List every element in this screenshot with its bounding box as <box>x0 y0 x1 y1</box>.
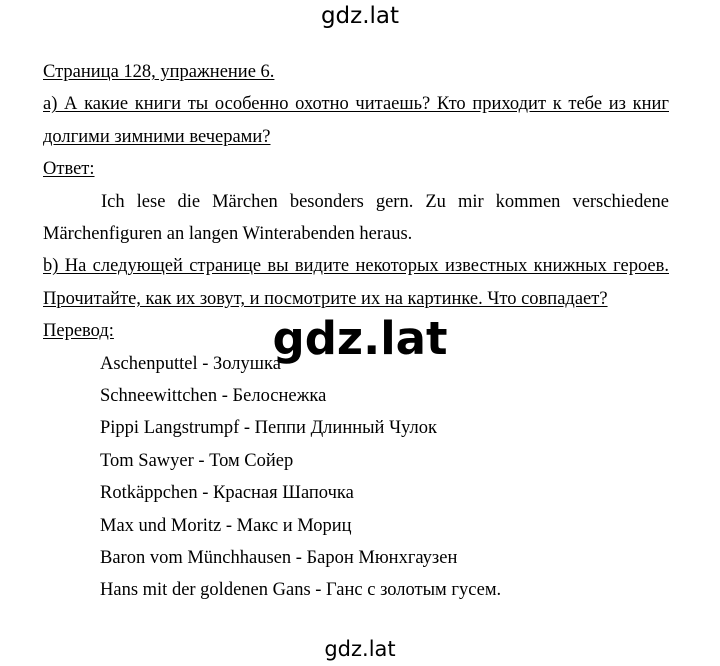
answer-line: Märchenfiguren an langen Winterabenden heraus. <box>43 224 413 245</box>
translation-item: Hans mit der goldenen Gans - Ганс с золотым гусем. <box>100 580 502 601</box>
answer-line: Ich lese die Märchen besonders gern. Zu mir kommen verschiedene <box>101 191 669 212</box>
task-a-line: а) А какие книги ты особенно охотно читаешь? Кто приходит к тебе из книг <box>43 94 669 115</box>
watermark-bottom: gdz.lat <box>324 637 396 661</box>
translation-item: Tom Sawyer - Том Сойер <box>100 450 294 471</box>
translation-item: Rotkäppchen - Красная Шапочка <box>100 483 354 504</box>
translation-item: Aschenputtel - Золушка <box>100 353 281 374</box>
task-b-line: Прочитайте, как их зовут, и посмотрите их на картинке. Что совпадает? <box>43 288 608 309</box>
translation-item: Baron vom Münchhausen - Барон Мюнхгаузен <box>100 548 458 568</box>
answer-text <box>43 186 669 251</box>
translation-list <box>43 348 669 607</box>
translation-label: Перевод: <box>43 321 114 342</box>
task-a-line: долгими зимними вечерами? <box>43 126 271 147</box>
watermark-top: gdz.lat <box>320 3 400 29</box>
task-b-line: b) На следующей странице вы видите некоторых известных книжных героев. <box>43 256 669 277</box>
answer-label: Ответ: <box>43 159 95 180</box>
page-heading: Страница 128, упражнение 6. <box>43 62 275 82</box>
task-b <box>43 250 669 315</box>
watermark-middle: gdz.lat <box>272 312 448 365</box>
task-a <box>43 88 669 153</box>
translation-item: Max und Moritz - Макс и Мориц <box>100 515 352 536</box>
translation-item: Pippi Langstrumpf - Пеппи Длинный Чулок <box>100 418 438 439</box>
translation-item: Schneewittchen - Белоснежка <box>100 386 327 407</box>
